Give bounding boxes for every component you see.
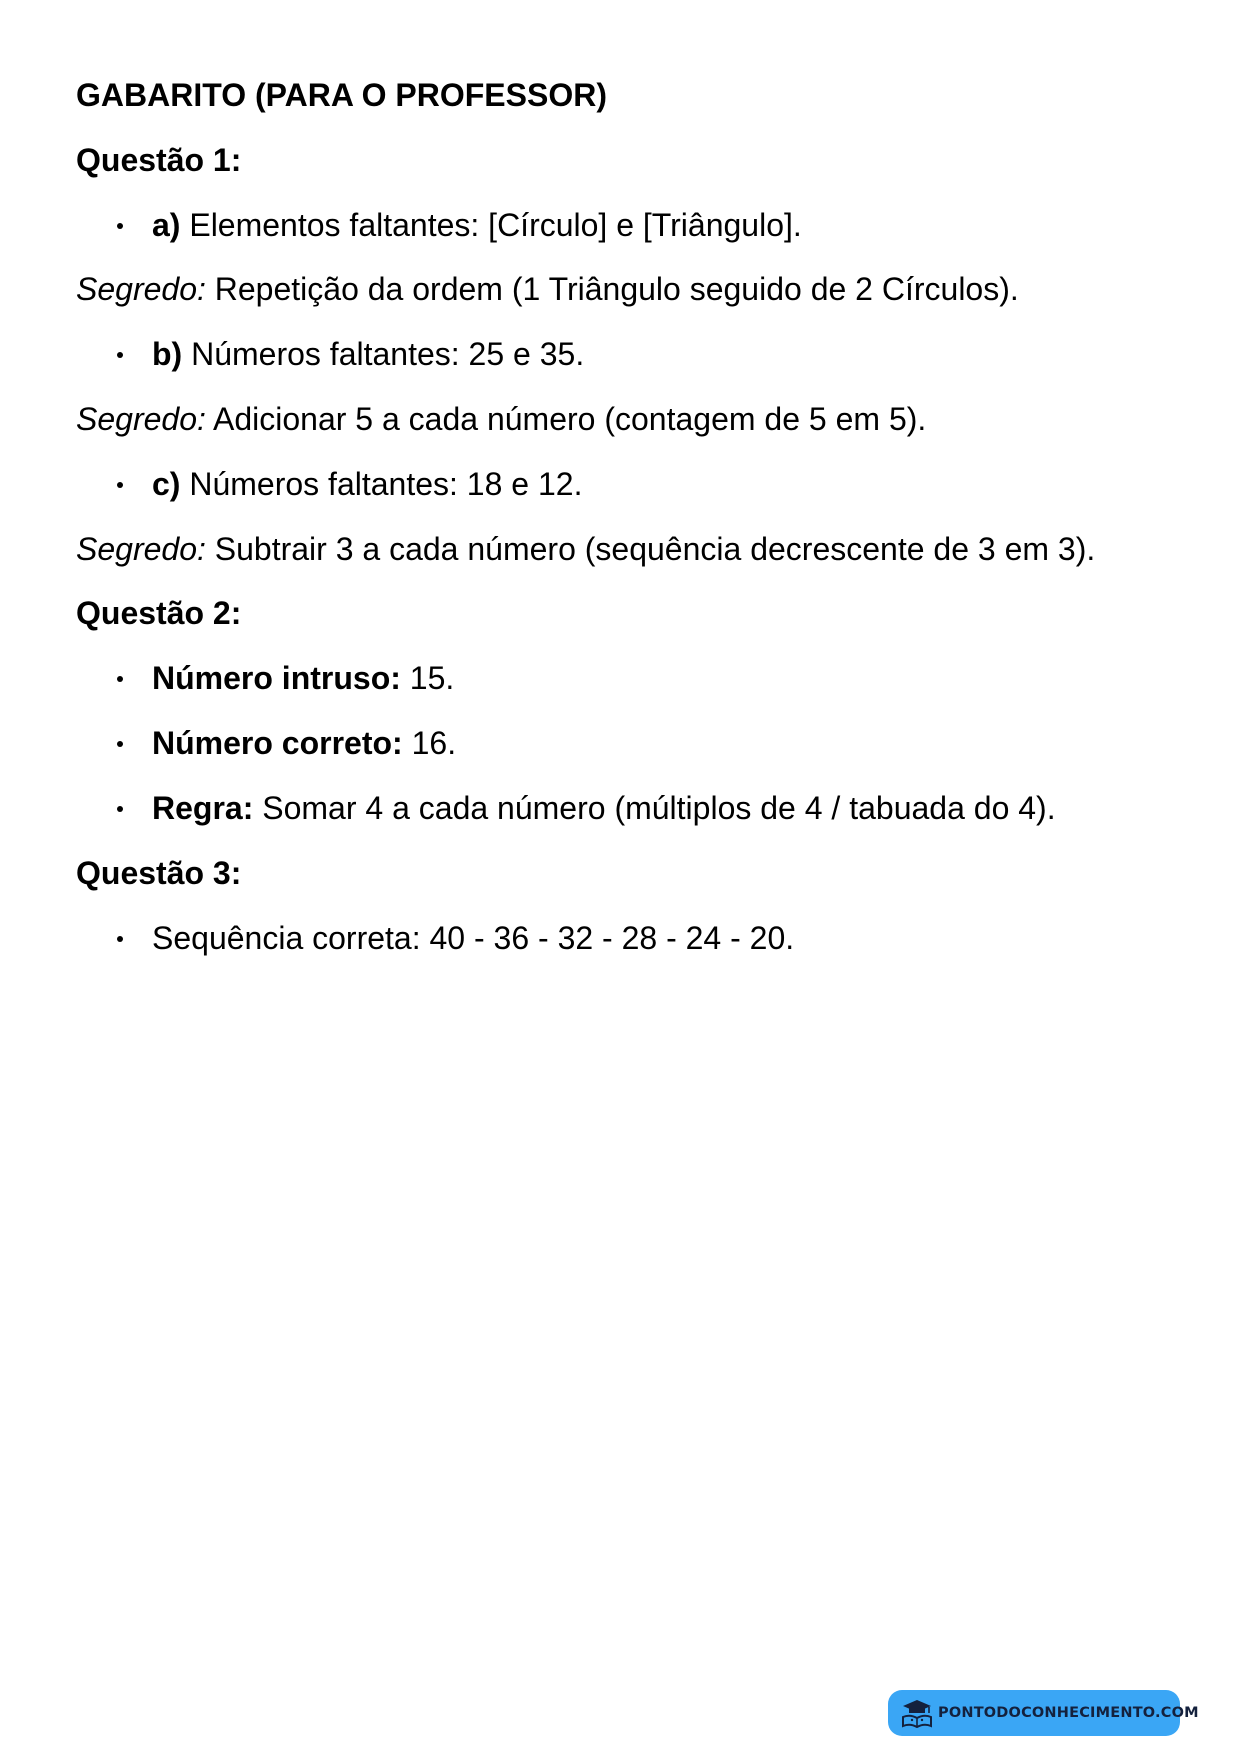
q1-b-secret-label: Segredo: (76, 401, 206, 437)
q1-b-secret-text: Adicionar 5 a cada número (contagem de 5 em 5). (205, 401, 927, 437)
q2-intruder (152, 658, 454, 698)
q1-item-c (152, 464, 582, 504)
q1-c-label: c) (152, 466, 181, 502)
bullet-icon (117, 352, 123, 358)
bullet-icon (117, 223, 123, 229)
q2-rule (152, 788, 1056, 828)
q1-a-label: a) (152, 207, 181, 243)
q1-b-label: b) (152, 336, 183, 372)
bullet-icon (117, 482, 123, 488)
q2-correct-label: Número correto: (152, 725, 403, 761)
question-2-heading: Questão 2: (76, 595, 242, 631)
q3-sequence (152, 918, 794, 958)
q1-item-b (152, 334, 584, 374)
bullet-icon (117, 936, 123, 942)
q2-intruder-label: Número intruso: (152, 660, 401, 696)
bullet-icon (117, 806, 123, 812)
q2-correct (152, 723, 456, 763)
q1-c-text: Números faltantes: 18 e 12. (180, 466, 583, 502)
graduation-cap-book-icon (900, 1698, 934, 1728)
q1-c-secret-text: Subtrair 3 a cada número (sequência decrescente de 3 em 3). (205, 531, 1096, 567)
q1-a-secret-text: Repetição da ordem (1 Triângulo seguido de 2 Círculos). (205, 271, 1019, 307)
q2-correct-text: 16. (402, 725, 457, 761)
question-1-heading: Questão 1: (76, 142, 242, 178)
document-title: GABARITO (PARA O PROFESSOR) (76, 77, 607, 113)
q1-c-secret (76, 529, 1095, 569)
q1-b-text: Números faltantes: 25 e 35. (182, 336, 585, 372)
q2-rule-text: Somar 4 a cada número (múltiplos de 4 / tabuada do 4). (253, 790, 1056, 826)
q2-intruder-text: 15. (400, 660, 455, 696)
q1-b-secret (76, 399, 926, 439)
q2-rule-label: Regra: (152, 790, 254, 826)
bullet-icon (117, 676, 123, 682)
site-badge[interactable] (888, 1690, 1199, 1736)
site-brand-text: PONTODOCONHECIMENTO.COM (938, 1705, 1199, 1721)
q1-c-secret-label: Segredo: (76, 531, 206, 567)
question-3-heading: Questão 3: (76, 855, 242, 891)
q1-a-secret (76, 269, 1019, 309)
q3-sequence-text: Sequência correta: 40 - 36 - 32 - 28 - 24 - 20. (152, 920, 795, 956)
q1-item-a (152, 205, 802, 245)
q1-a-text: Elementos faltantes: [Círculo] e [Triângulo]. (180, 207, 802, 243)
q1-a-secret-label: Segredo: (76, 271, 206, 307)
bullet-icon (117, 741, 123, 747)
